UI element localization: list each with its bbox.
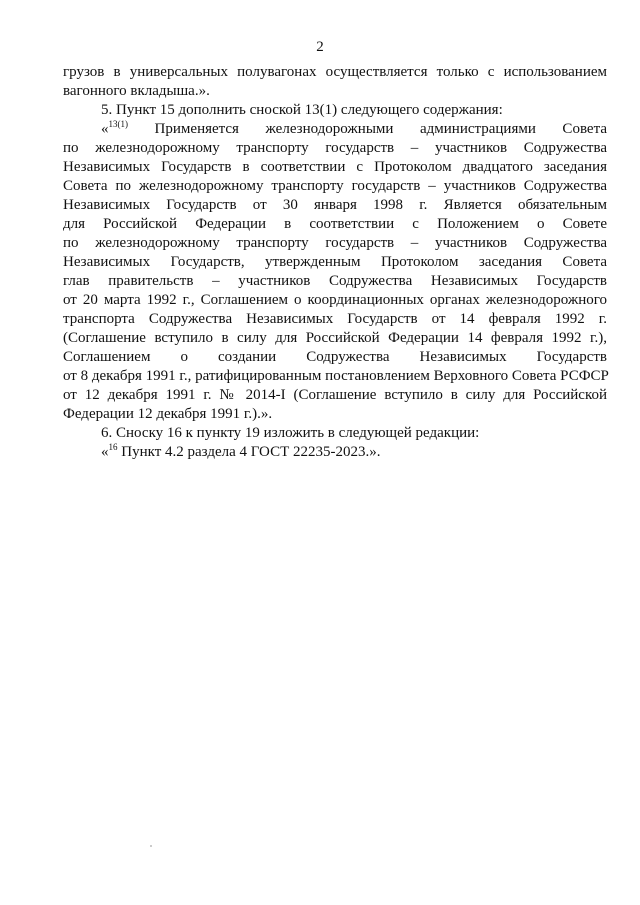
text-line: от 12 декабря 1991 г. № 2014-I (Соглашение вступило в силу для Российской <box>63 387 607 403</box>
text-line: по железнодорожному транспорту государств – участников Содружества <box>63 235 607 251</box>
footnote-13-1-first-line <box>63 120 607 139</box>
text-line: Независимых Государств от 30 января 1998 г. Является обязательным <box>63 197 607 213</box>
footnote-text: Пункт 4.2 раздела 4 ГОСТ 22235-2023.». <box>117 444 381 460</box>
footnote-text: Применяется железнодорожными администрациями Совета <box>128 121 607 137</box>
footnote-marker-13-1: 13(1) <box>108 119 128 129</box>
text-line: для Российской Федерации в соответствии с Положением о Совете <box>63 216 607 232</box>
scan-speck <box>150 845 152 847</box>
footnote-16-line <box>63 443 607 462</box>
text-line: транспорта Содружества Независимых Государств от 14 февраля 1992 г. <box>63 311 607 327</box>
text-line: (Соглашение вступило в силу для Российской Федерации 14 февраля 1992 г.), <box>63 330 607 346</box>
amendment-item-6: 6. Сноску 16 к пункту 19 изложить в следующей редакции: <box>101 425 480 441</box>
text-line: от 20 марта 1992 г., Соглашением о координационных органах железнодорожного <box>63 292 607 308</box>
text-line: глав правительств – участников Содружества Независимых Государств <box>63 273 607 289</box>
footnote-open-quote: « <box>101 121 109 137</box>
footnote-open-quote: « <box>101 444 109 460</box>
text-line: Соглашением о создании Содружества Независимых Государств <box>63 349 607 365</box>
text-line: Независимых Государств, утвержденным Протоколом заседания Совета <box>63 254 607 270</box>
amendment-item-5: 5. Пункт 15 дополнить сноской 13(1) следующего содержания: <box>101 102 503 118</box>
text-line: Федерации 12 декабря 1991 г.).». <box>63 406 273 422</box>
page-number: 2 <box>316 39 324 55</box>
footnote-marker-16: 16 <box>108 442 118 452</box>
document-body <box>63 63 607 462</box>
text-line: по железнодорожному транспорту государств – участников Содружества <box>63 140 607 156</box>
text-line: от 8 декабря 1991 г., ратифицированным постановлением Верховного Совета РСФСР <box>63 368 609 384</box>
text-line: Независимых Государств в соответствии с Протоколом двадцатого заседания <box>63 159 607 175</box>
text-line: Совета по железнодорожному транспорту государств – участников Содружества <box>63 178 607 194</box>
text-line: вагонного вкладыша.». <box>63 83 210 99</box>
text-line: грузов в универсальных полувагонах осуществляется только с использованием <box>63 64 607 80</box>
